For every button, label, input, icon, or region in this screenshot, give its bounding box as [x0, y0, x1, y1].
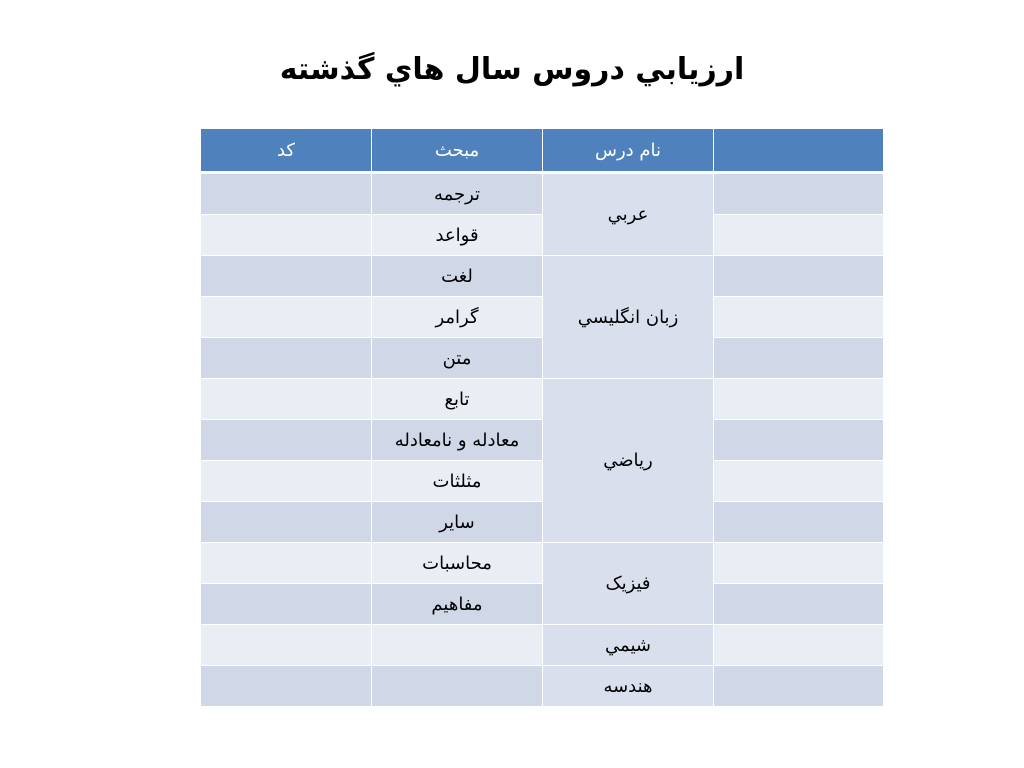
- cell-topic: مثلثات: [372, 461, 543, 502]
- table-row: [201, 543, 884, 584]
- header-extra: [714, 129, 884, 173]
- cell-topic: قواعد: [372, 215, 543, 256]
- table-row: [201, 502, 884, 543]
- cell-extra: [714, 543, 884, 584]
- cell-extra: [714, 420, 884, 461]
- cell-topic: ساير: [372, 502, 543, 543]
- cell-code: [201, 256, 372, 297]
- cell-topic: گرامر: [372, 297, 543, 338]
- table-row: [201, 584, 884, 625]
- cell-code: [201, 379, 372, 420]
- cell-code: [201, 297, 372, 338]
- cell-course-name: رياضي: [543, 379, 714, 543]
- cell-code: [201, 420, 372, 461]
- table-row: [201, 420, 884, 461]
- cell-code: [201, 666, 372, 707]
- cell-extra: [714, 502, 884, 543]
- slide-title: ارزيابي دروس سال هاي گذشته: [279, 52, 745, 87]
- table-row: [201, 625, 884, 666]
- cell-extra: [714, 666, 884, 707]
- cell-extra: [714, 379, 884, 420]
- cell-extra: [714, 173, 884, 215]
- cell-code: [201, 338, 372, 379]
- course-evaluation-table: [200, 128, 884, 707]
- cell-course-name: زبان انگليسي: [543, 256, 714, 379]
- cell-topic: [372, 666, 543, 707]
- table-body: [201, 173, 884, 707]
- cell-course-name: شيمي: [543, 625, 714, 666]
- cell-extra: [714, 256, 884, 297]
- header-code: کد: [201, 129, 372, 173]
- cell-code: [201, 215, 372, 256]
- table-row: [201, 338, 884, 379]
- table-row: [201, 379, 884, 420]
- cell-course-name: عربي: [543, 173, 714, 256]
- cell-topic: متن: [372, 338, 543, 379]
- table-row: [201, 256, 884, 297]
- cell-code: [201, 543, 372, 584]
- cell-code: [201, 502, 372, 543]
- cell-topic: محاسبات: [372, 543, 543, 584]
- cell-code: [201, 625, 372, 666]
- header-course: نام درس: [543, 129, 714, 173]
- cell-extra: [714, 338, 884, 379]
- cell-extra: [714, 461, 884, 502]
- cell-course-name: فيزيک: [543, 543, 714, 625]
- cell-extra: [714, 297, 884, 338]
- table-row: [201, 297, 884, 338]
- table-row: [201, 666, 884, 707]
- cell-extra: [714, 625, 884, 666]
- cell-topic: ترجمه: [372, 173, 543, 215]
- cell-topic: معادله و نامعادله: [372, 420, 543, 461]
- cell-extra: [714, 584, 884, 625]
- cell-topic: لغت: [372, 256, 543, 297]
- cell-code: [201, 461, 372, 502]
- cell-course-name: هندسه: [543, 666, 714, 707]
- cell-extra: [714, 215, 884, 256]
- header-row: [201, 129, 884, 173]
- table-row: [201, 461, 884, 502]
- table-row: [201, 215, 884, 256]
- cell-code: [201, 584, 372, 625]
- cell-code: [201, 173, 372, 215]
- table-row: [201, 173, 884, 215]
- cell-topic: مفاهيم: [372, 584, 543, 625]
- header-topic: مبحث: [372, 129, 543, 173]
- cell-topic: تابع: [372, 379, 543, 420]
- cell-topic: [372, 625, 543, 666]
